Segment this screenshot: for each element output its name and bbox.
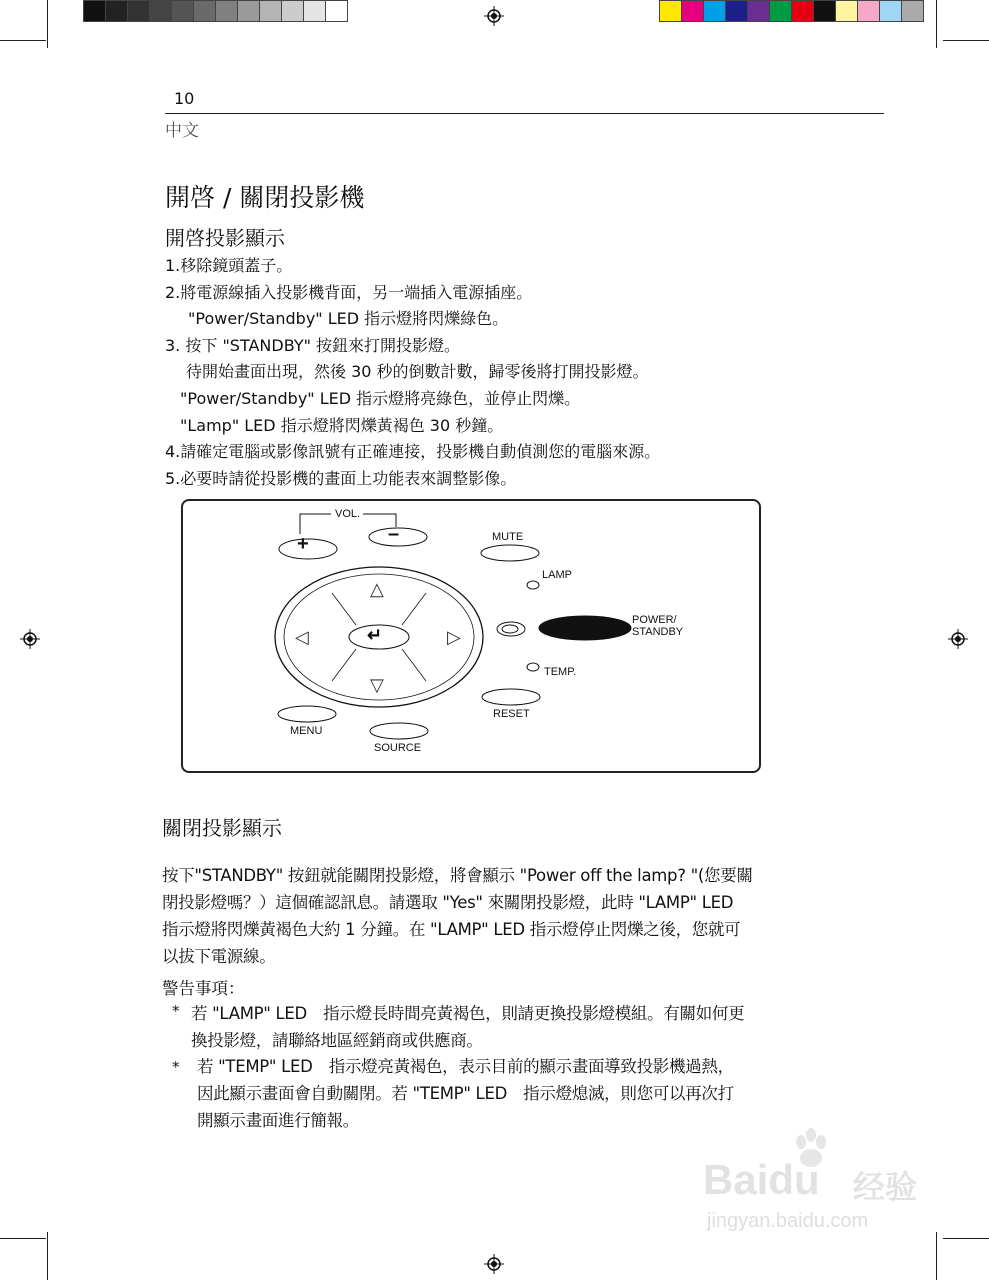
step-line: 4.請確定電腦或影像訊號有正確連接，投影機自動偵測您的電腦來源。 bbox=[165, 442, 661, 461]
registration-mark-icon bbox=[948, 629, 968, 649]
warning-label: 警告事項： bbox=[162, 979, 245, 998]
color-swatch bbox=[748, 0, 770, 22]
warning-2 bbox=[197, 1053, 797, 1134]
step-line: 待開始畫面出現，然後 30 秒的倒數計數，歸零後將打開投影燈。 bbox=[186, 362, 649, 381]
gray-swatch bbox=[128, 0, 150, 22]
crop-mark bbox=[47, 1232, 48, 1280]
color-swatch bbox=[659, 0, 682, 22]
right-arrow-icon[interactable]: ▷ bbox=[447, 627, 461, 647]
lamp-label: LAMP bbox=[542, 569, 572, 581]
left-arrow-icon[interactable]: ◁ bbox=[295, 627, 309, 647]
gray-swatch bbox=[106, 0, 128, 22]
page-title: 開啓 / 關閉投影機 bbox=[165, 183, 365, 212]
crop-mark bbox=[936, 1232, 937, 1280]
down-arrow-icon[interactable]: ▽ bbox=[370, 675, 384, 695]
step-line: 2.將電源線插入投影機背面，另一端插入電源插座。 bbox=[165, 283, 533, 302]
source-label: SOURCE bbox=[374, 742, 422, 754]
lamp-led-icon bbox=[527, 581, 539, 589]
minus-icon: – bbox=[388, 523, 400, 545]
step-line: "Power/Standby" LED 指示燈將閃爍綠色。 bbox=[188, 309, 509, 328]
color-swatch bbox=[814, 0, 836, 22]
color-bar bbox=[659, 0, 924, 22]
control-panel-diagram bbox=[181, 499, 761, 773]
grayscale-bar bbox=[83, 0, 348, 22]
mute-label: MUTE bbox=[492, 531, 524, 543]
language-label: 中文 bbox=[165, 121, 199, 141]
paragraph-line: 閉投影燈嗎？）這個確認訊息。請選取 "Yes" 來關閉投影燈，此時 "LAMP" LED bbox=[162, 893, 734, 912]
gray-swatch bbox=[172, 0, 194, 22]
plus-icon: + bbox=[297, 533, 309, 555]
step-line: "Lamp" LED 指示燈將閃爍黃褐色 30 秒鐘。 bbox=[180, 416, 504, 435]
paragraph-line: 指示燈將閃爍黃褐色大約 1 分鐘。在 "LAMP" LED 指示燈停止閃爍之後，您就可 bbox=[162, 920, 741, 939]
step-line: 1.移除鏡頭蓋子。 bbox=[165, 256, 293, 275]
warning-line: 開顯示畫面進行簡報。 bbox=[197, 1111, 360, 1130]
crop-mark bbox=[47, 0, 48, 48]
power-label: POWER/ bbox=[632, 614, 677, 626]
warning-1 bbox=[191, 1000, 801, 1054]
temp-led-icon bbox=[527, 663, 539, 671]
color-swatch bbox=[704, 0, 726, 22]
gray-swatch bbox=[238, 0, 260, 22]
gray-swatch bbox=[326, 0, 348, 22]
step-line: "Power/Standby" LED 指示燈將亮綠色，並停止閃爍。 bbox=[180, 389, 581, 408]
color-swatch bbox=[836, 0, 858, 22]
power-standby-button[interactable] bbox=[539, 616, 631, 640]
mute-button[interactable] bbox=[481, 545, 539, 561]
warning-bullet: * bbox=[172, 1058, 180, 1076]
color-swatch bbox=[902, 0, 924, 22]
source-button[interactable] bbox=[370, 723, 428, 739]
watermark-url: jingyan.baidu.com bbox=[707, 1210, 869, 1232]
color-swatch bbox=[792, 0, 814, 22]
power-off-paragraph bbox=[162, 862, 792, 970]
crop-mark bbox=[936, 0, 937, 48]
baidu-watermark bbox=[703, 1128, 943, 1238]
up-arrow-icon[interactable]: △ bbox=[370, 579, 384, 599]
registration-mark-icon bbox=[484, 6, 504, 26]
color-swatch bbox=[858, 0, 880, 22]
temp-label: TEMP. bbox=[544, 666, 577, 678]
gray-swatch bbox=[304, 0, 326, 22]
step-line: 3. 按下 "STANDBY" 按鈕來打開投影燈。 bbox=[165, 336, 461, 355]
registration-mark-icon bbox=[484, 1254, 504, 1274]
warning-line: 若 "TEMP" LED 指示燈亮黃褐色，表示目前的顯示畫面導致投影機過熱， bbox=[197, 1057, 734, 1076]
color-swatch bbox=[880, 0, 902, 22]
page-number: 10 bbox=[174, 89, 195, 108]
vol-label: VOL. bbox=[335, 508, 361, 520]
crop-mark bbox=[0, 40, 46, 41]
menu-button[interactable] bbox=[278, 706, 336, 722]
reset-button[interactable] bbox=[482, 689, 540, 705]
color-swatch bbox=[770, 0, 792, 22]
reset-label: RESET bbox=[493, 708, 530, 720]
watermark-cn: 经验 bbox=[853, 1168, 918, 1206]
header-rule bbox=[165, 113, 884, 114]
menu-label: MENU bbox=[290, 725, 323, 737]
gray-swatch bbox=[260, 0, 282, 22]
color-swatch bbox=[726, 0, 748, 22]
warning-bullet: * bbox=[172, 1002, 180, 1020]
paragraph-line: 以拔下電源線。 bbox=[162, 947, 276, 966]
gray-swatch bbox=[150, 0, 172, 22]
gray-swatch bbox=[194, 0, 216, 22]
gray-swatch bbox=[83, 0, 106, 22]
crop-mark bbox=[0, 1238, 46, 1239]
watermark-brand: Baidu bbox=[703, 1156, 820, 1203]
crop-mark bbox=[943, 1238, 989, 1239]
warning-line: 換投影燈，請聯絡地區經銷商或供應商。 bbox=[191, 1031, 483, 1050]
power-led-icon bbox=[502, 625, 518, 633]
step-line: 5.必要時請從投影機的畫面上功能表來調整影像。 bbox=[165, 469, 517, 488]
standby-label: STANDBY bbox=[632, 626, 684, 638]
color-swatch bbox=[682, 0, 704, 22]
gray-swatch bbox=[282, 0, 304, 22]
power-on-heading: 開啓投影顯示 bbox=[165, 226, 285, 250]
power-off-heading: 關閉投影顯示 bbox=[162, 816, 282, 840]
registration-mark-icon bbox=[20, 629, 40, 649]
warning-line: 若 "LAMP" LED 指示燈長時間亮黃褐色，則請更換投影燈模組。有關如何更 bbox=[191, 1004, 745, 1023]
crop-mark bbox=[943, 40, 989, 41]
enter-icon: ↵ bbox=[367, 625, 383, 645]
gray-swatch bbox=[216, 0, 238, 22]
paragraph-line: 按下"STANDBY" 按鈕就能關閉投影燈，將會顯示 "Power off the lamp? "(您要關 bbox=[162, 866, 753, 885]
warning-line: 因此顯示畫面會自動關閉。若 "TEMP" LED 指示燈熄滅，則您可以再次打 bbox=[197, 1084, 734, 1103]
